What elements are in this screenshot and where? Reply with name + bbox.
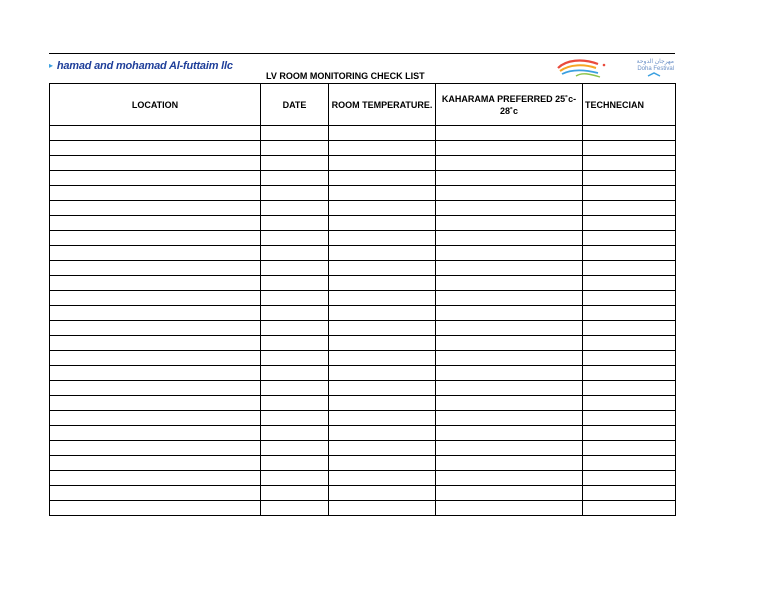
location-cell[interactable]: [50, 156, 261, 171]
location-cell[interactable]: [50, 486, 261, 501]
room-temperature-cell[interactable]: [329, 246, 436, 261]
location-cell[interactable]: [50, 246, 261, 261]
kaharama-cell[interactable]: [436, 321, 583, 336]
logo-caption-arabic: مهرجان الدوحة: [636, 59, 674, 65]
date-cell[interactable]: [261, 126, 329, 141]
location-cell[interactable]: [50, 291, 261, 306]
table-body: [50, 126, 676, 516]
table-row: [50, 216, 676, 231]
table-row: [50, 261, 676, 276]
company-name-text: hamad and mohamad Al-futtaim llc: [56, 60, 233, 72]
date-cell[interactable]: [261, 231, 329, 246]
room-temperature-cell[interactable]: [329, 486, 436, 501]
column-header-room-temperature: ROOM TEMPERATURE.: [329, 84, 436, 126]
table-row: [50, 426, 676, 441]
room-temperature-cell[interactable]: [329, 396, 436, 411]
date-cell[interactable]: [261, 441, 329, 456]
date-cell[interactable]: [261, 246, 329, 261]
kaharama-cell[interactable]: [436, 366, 583, 381]
date-cell[interactable]: [261, 471, 329, 486]
kaharama-cell[interactable]: [436, 501, 583, 516]
technician-cell[interactable]: [583, 456, 676, 471]
technician-cell[interactable]: [583, 306, 676, 321]
date-cell[interactable]: [261, 171, 329, 186]
date-cell[interactable]: [261, 486, 329, 501]
checklist-table: [49, 83, 676, 516]
location-cell[interactable]: [50, 351, 261, 366]
technician-cell[interactable]: [583, 321, 676, 336]
room-temperature-cell[interactable]: [329, 291, 436, 306]
kaharama-cell[interactable]: [436, 186, 583, 201]
table-row: [50, 231, 676, 246]
technician-cell[interactable]: [583, 276, 676, 291]
date-cell[interactable]: [261, 381, 329, 396]
room-temperature-cell[interactable]: [329, 141, 436, 156]
technician-cell[interactable]: [583, 351, 676, 366]
location-cell[interactable]: [50, 216, 261, 231]
kaharama-cell[interactable]: [436, 456, 583, 471]
table-row: [50, 201, 676, 216]
room-temperature-cell[interactable]: [329, 381, 436, 396]
location-cell[interactable]: [50, 276, 261, 291]
room-temperature-cell[interactable]: [329, 351, 436, 366]
technician-cell[interactable]: [583, 156, 676, 171]
table-row: [50, 396, 676, 411]
kaharama-cell[interactable]: [436, 126, 583, 141]
room-temperature-cell[interactable]: [329, 201, 436, 216]
date-cell[interactable]: [261, 156, 329, 171]
date-cell[interactable]: [261, 411, 329, 426]
room-temperature-cell[interactable]: [329, 411, 436, 426]
technician-cell[interactable]: [583, 366, 676, 381]
room-temperature-cell[interactable]: [329, 231, 436, 246]
room-temperature-cell[interactable]: [329, 216, 436, 231]
technician-cell[interactable]: [583, 426, 676, 441]
room-temperature-cell[interactable]: [329, 261, 436, 276]
technician-cell[interactable]: [583, 471, 676, 486]
location-cell[interactable]: [50, 441, 261, 456]
table-row: [50, 441, 676, 456]
room-temperature-cell[interactable]: [329, 336, 436, 351]
kaharama-cell[interactable]: [436, 441, 583, 456]
date-cell[interactable]: [261, 186, 329, 201]
location-cell[interactable]: [50, 471, 261, 486]
table-row: [50, 486, 676, 501]
table-row: [50, 141, 676, 156]
date-cell[interactable]: [261, 426, 329, 441]
location-cell[interactable]: [50, 306, 261, 321]
kaharama-cell[interactable]: [436, 396, 583, 411]
room-temperature-cell[interactable]: [329, 156, 436, 171]
table-row: [50, 276, 676, 291]
kaharama-cell[interactable]: [436, 171, 583, 186]
technician-cell[interactable]: [583, 291, 676, 306]
logo-caption: [614, 59, 674, 73]
kaharama-cell[interactable]: [436, 381, 583, 396]
technician-cell[interactable]: [583, 261, 676, 276]
header-rule: [49, 53, 675, 54]
kaharama-cell[interactable]: [436, 351, 583, 366]
technician-cell[interactable]: [583, 396, 676, 411]
date-cell[interactable]: [261, 366, 329, 381]
room-temperature-cell[interactable]: [329, 186, 436, 201]
table-row: [50, 186, 676, 201]
date-cell[interactable]: [261, 291, 329, 306]
table-row: [50, 501, 676, 516]
room-temperature-cell[interactable]: [329, 306, 436, 321]
room-temperature-cell[interactable]: [329, 441, 436, 456]
location-cell[interactable]: [50, 396, 261, 411]
kaharama-cell[interactable]: [436, 486, 583, 501]
bullet-icon: ▸: [49, 61, 53, 70]
table-row: [50, 456, 676, 471]
date-cell[interactable]: [261, 396, 329, 411]
header-row: [50, 84, 676, 126]
date-cell[interactable]: [261, 141, 329, 156]
kaharama-cell[interactable]: [436, 141, 583, 156]
date-cell[interactable]: [261, 276, 329, 291]
kaharama-cell[interactable]: [436, 246, 583, 261]
table-row: [50, 321, 676, 336]
location-cell[interactable]: [50, 501, 261, 516]
table-row: [50, 351, 676, 366]
date-cell[interactable]: [261, 321, 329, 336]
room-temperature-cell[interactable]: [329, 276, 436, 291]
location-cell[interactable]: [50, 261, 261, 276]
kaharama-cell[interactable]: [436, 276, 583, 291]
date-cell[interactable]: [261, 351, 329, 366]
location-cell[interactable]: [50, 336, 261, 351]
location-cell[interactable]: [50, 411, 261, 426]
location-cell[interactable]: [50, 231, 261, 246]
kaharama-cell[interactable]: [436, 306, 583, 321]
table-row: [50, 156, 676, 171]
page-title: LV ROOM MONITORING CHECK LIST: [266, 71, 425, 81]
table-row: [50, 246, 676, 261]
location-cell[interactable]: [50, 321, 261, 336]
kaharama-cell[interactable]: [436, 261, 583, 276]
technician-cell[interactable]: [583, 141, 676, 156]
kaharama-cell[interactable]: [436, 426, 583, 441]
kaharama-cell[interactable]: [436, 411, 583, 426]
table-row: [50, 381, 676, 396]
location-cell[interactable]: [50, 126, 261, 141]
date-cell[interactable]: [261, 336, 329, 351]
room-temperature-cell[interactable]: [329, 471, 436, 486]
table-row: [50, 366, 676, 381]
date-cell[interactable]: [261, 201, 329, 216]
technician-cell[interactable]: [583, 216, 676, 231]
kaharama-cell[interactable]: [436, 336, 583, 351]
location-cell[interactable]: [50, 366, 261, 381]
technician-cell[interactable]: [583, 126, 676, 141]
date-cell[interactable]: [261, 456, 329, 471]
location-cell[interactable]: [50, 186, 261, 201]
date-cell[interactable]: [261, 261, 329, 276]
room-temperature-cell[interactable]: [329, 501, 436, 516]
column-header-date: DATE: [261, 84, 329, 126]
table-row: [50, 471, 676, 486]
technician-cell[interactable]: [583, 411, 676, 426]
technician-cell[interactable]: [583, 246, 676, 261]
company-name: [49, 60, 233, 72]
room-temperature-cell[interactable]: [329, 171, 436, 186]
kaharama-cell[interactable]: [436, 471, 583, 486]
location-cell[interactable]: [50, 201, 261, 216]
room-temperature-cell[interactable]: [329, 321, 436, 336]
technician-cell[interactable]: [583, 186, 676, 201]
table-row: [50, 411, 676, 426]
logo-caption-english: Doha Festival: [637, 66, 674, 72]
technician-cell[interactable]: [583, 201, 676, 216]
table-row: [50, 126, 676, 141]
room-temperature-cell[interactable]: [329, 366, 436, 381]
location-cell[interactable]: [50, 381, 261, 396]
location-cell[interactable]: [50, 171, 261, 186]
room-temperature-cell[interactable]: [329, 126, 436, 141]
column-header-kaharama-preferred: KAHARAMA PREFERRED 25˚c-28˚c: [436, 84, 583, 126]
date-cell[interactable]: [261, 306, 329, 321]
table-row: [50, 291, 676, 306]
date-cell[interactable]: [261, 501, 329, 516]
kaharama-cell[interactable]: [436, 291, 583, 306]
room-temperature-cell[interactable]: [329, 456, 436, 471]
technician-cell[interactable]: [583, 171, 676, 186]
column-header-location: LOCATION: [50, 84, 261, 126]
technician-cell[interactable]: [583, 336, 676, 351]
technician-cell[interactable]: [583, 381, 676, 396]
kaharama-cell[interactable]: [436, 156, 583, 171]
technician-cell[interactable]: [583, 441, 676, 456]
kaharama-cell[interactable]: [436, 216, 583, 231]
location-cell[interactable]: [50, 141, 261, 156]
location-cell[interactable]: [50, 426, 261, 441]
technician-cell[interactable]: [583, 501, 676, 516]
table-row: [50, 336, 676, 351]
kaharama-cell[interactable]: [436, 201, 583, 216]
kaharama-cell[interactable]: [436, 231, 583, 246]
column-header-technician: TECHNECIAN: [583, 84, 676, 126]
table-row: [50, 306, 676, 321]
date-cell[interactable]: [261, 216, 329, 231]
technician-cell[interactable]: [583, 231, 676, 246]
technician-cell[interactable]: [583, 486, 676, 501]
room-temperature-cell[interactable]: [329, 426, 436, 441]
location-cell[interactable]: [50, 456, 261, 471]
table-row: [50, 171, 676, 186]
